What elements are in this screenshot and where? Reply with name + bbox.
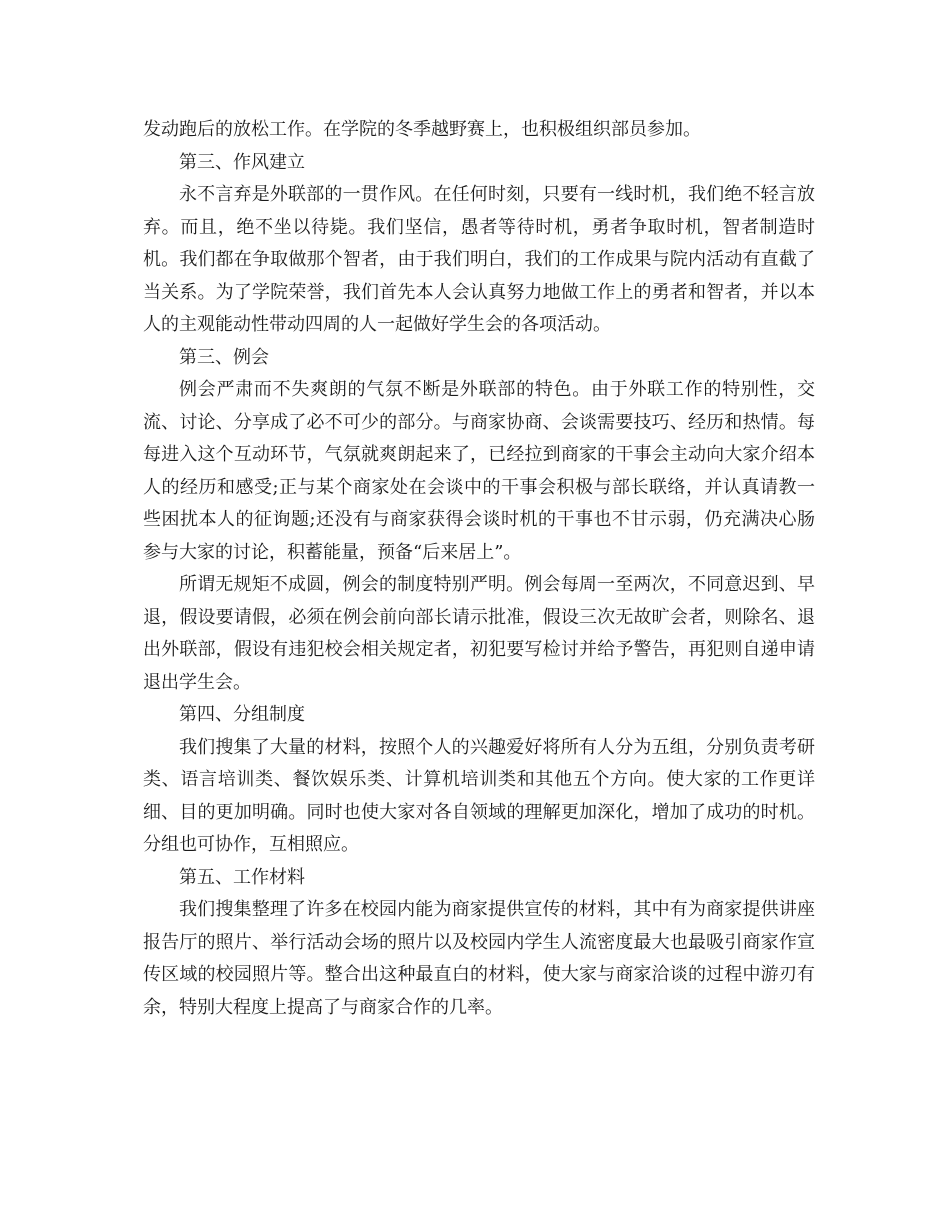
paragraph-materials: 我们搜集整理了许多在校园内能为商家提供宣传的材料，其中有为商家提供讲座报告厅的照片、举行活动会场的照片以及校园内学生人流密度最大也最吸引商家作宣传区域的校园照片等。整合出这种最直白的材料，使大家与商家洽谈的过程中游刃有余，特别大程度上提高了与商家合作的几率。 [143, 899, 815, 1018]
section-heading-groups: 第四、分组制度 [179, 704, 305, 725]
paragraph-continuation: 发动跑后的放松工作。在学院的冬季越野赛上，也积极组织部员参加。 [143, 119, 701, 140]
paragraph-meeting-rules: 所谓无规矩不成圆，例会的制度特别严明。例会每周一至两次，不同意迟到、早退，假设要请假，必须在例会前向部长请示批准，假设三次无故旷会者，则除名、退出外联部，假设有违犯校会相关规定者，初犯要写检讨并给予警告，再犯则自递申请退出学生会。 [143, 574, 815, 693]
section-heading-style: 第三、作风建立 [179, 151, 305, 173]
section-heading-meeting: 第三、例会 [179, 346, 269, 368]
paragraph-groups: 我们搜集了大量的材料，按照个人的兴趣爱好将所有人分为五组，分别负责考研类、语言培训类、餐饮娱乐类、计算机培训类和其他五个方向。使大家的工作更详细、目的更加明确。同时也使大家对各自领域的理解更加深化，增加了成功的时机。分组也可协作，互相照应。 [143, 736, 815, 855]
paragraph-style: 永不言弃是外联部的一贯作风。在任何时刻，只要有一线时机，我们绝不轻言放弃。而且，绝不坐以待毙。我们坚信，愚者等待时机，勇者争取时机，智者制造时机。我们都在争取做那个智者，由于我们明白，我们的工作成果与院内活动有直截了当关系。为了学院荣誉，我们首先本人会认真努力地做工作上的勇者和智者，并以本人的主观能动性带动四周的人一起做好学生会的各项活动。 [143, 184, 815, 335]
section-heading-materials: 第五、工作材料 [179, 866, 305, 888]
document-body [143, 114, 815, 1024]
paragraph-meeting-atmosphere: 例会严肃而不失爽朗的气氛不断是外联部的特色。由于外联工作的特别性，交流、讨论、分享成了必不可少的部分。与商家协商、会谈需要技巧、经历和热情。每每进入这个互动环节，气氛就爽朗起来了，已经拉到商家的干事会主动向大家介绍本人的经历和感受;正与某个商家处在会谈中的干事会积极与部长联络，并认真请教一些困扰本人的征询题;还没有与商家获得会谈时机的干事也不甘示弱，仍充满决心肠参与大家的讨论，积蓄能量，预备“后来居上”。 [143, 379, 815, 563]
